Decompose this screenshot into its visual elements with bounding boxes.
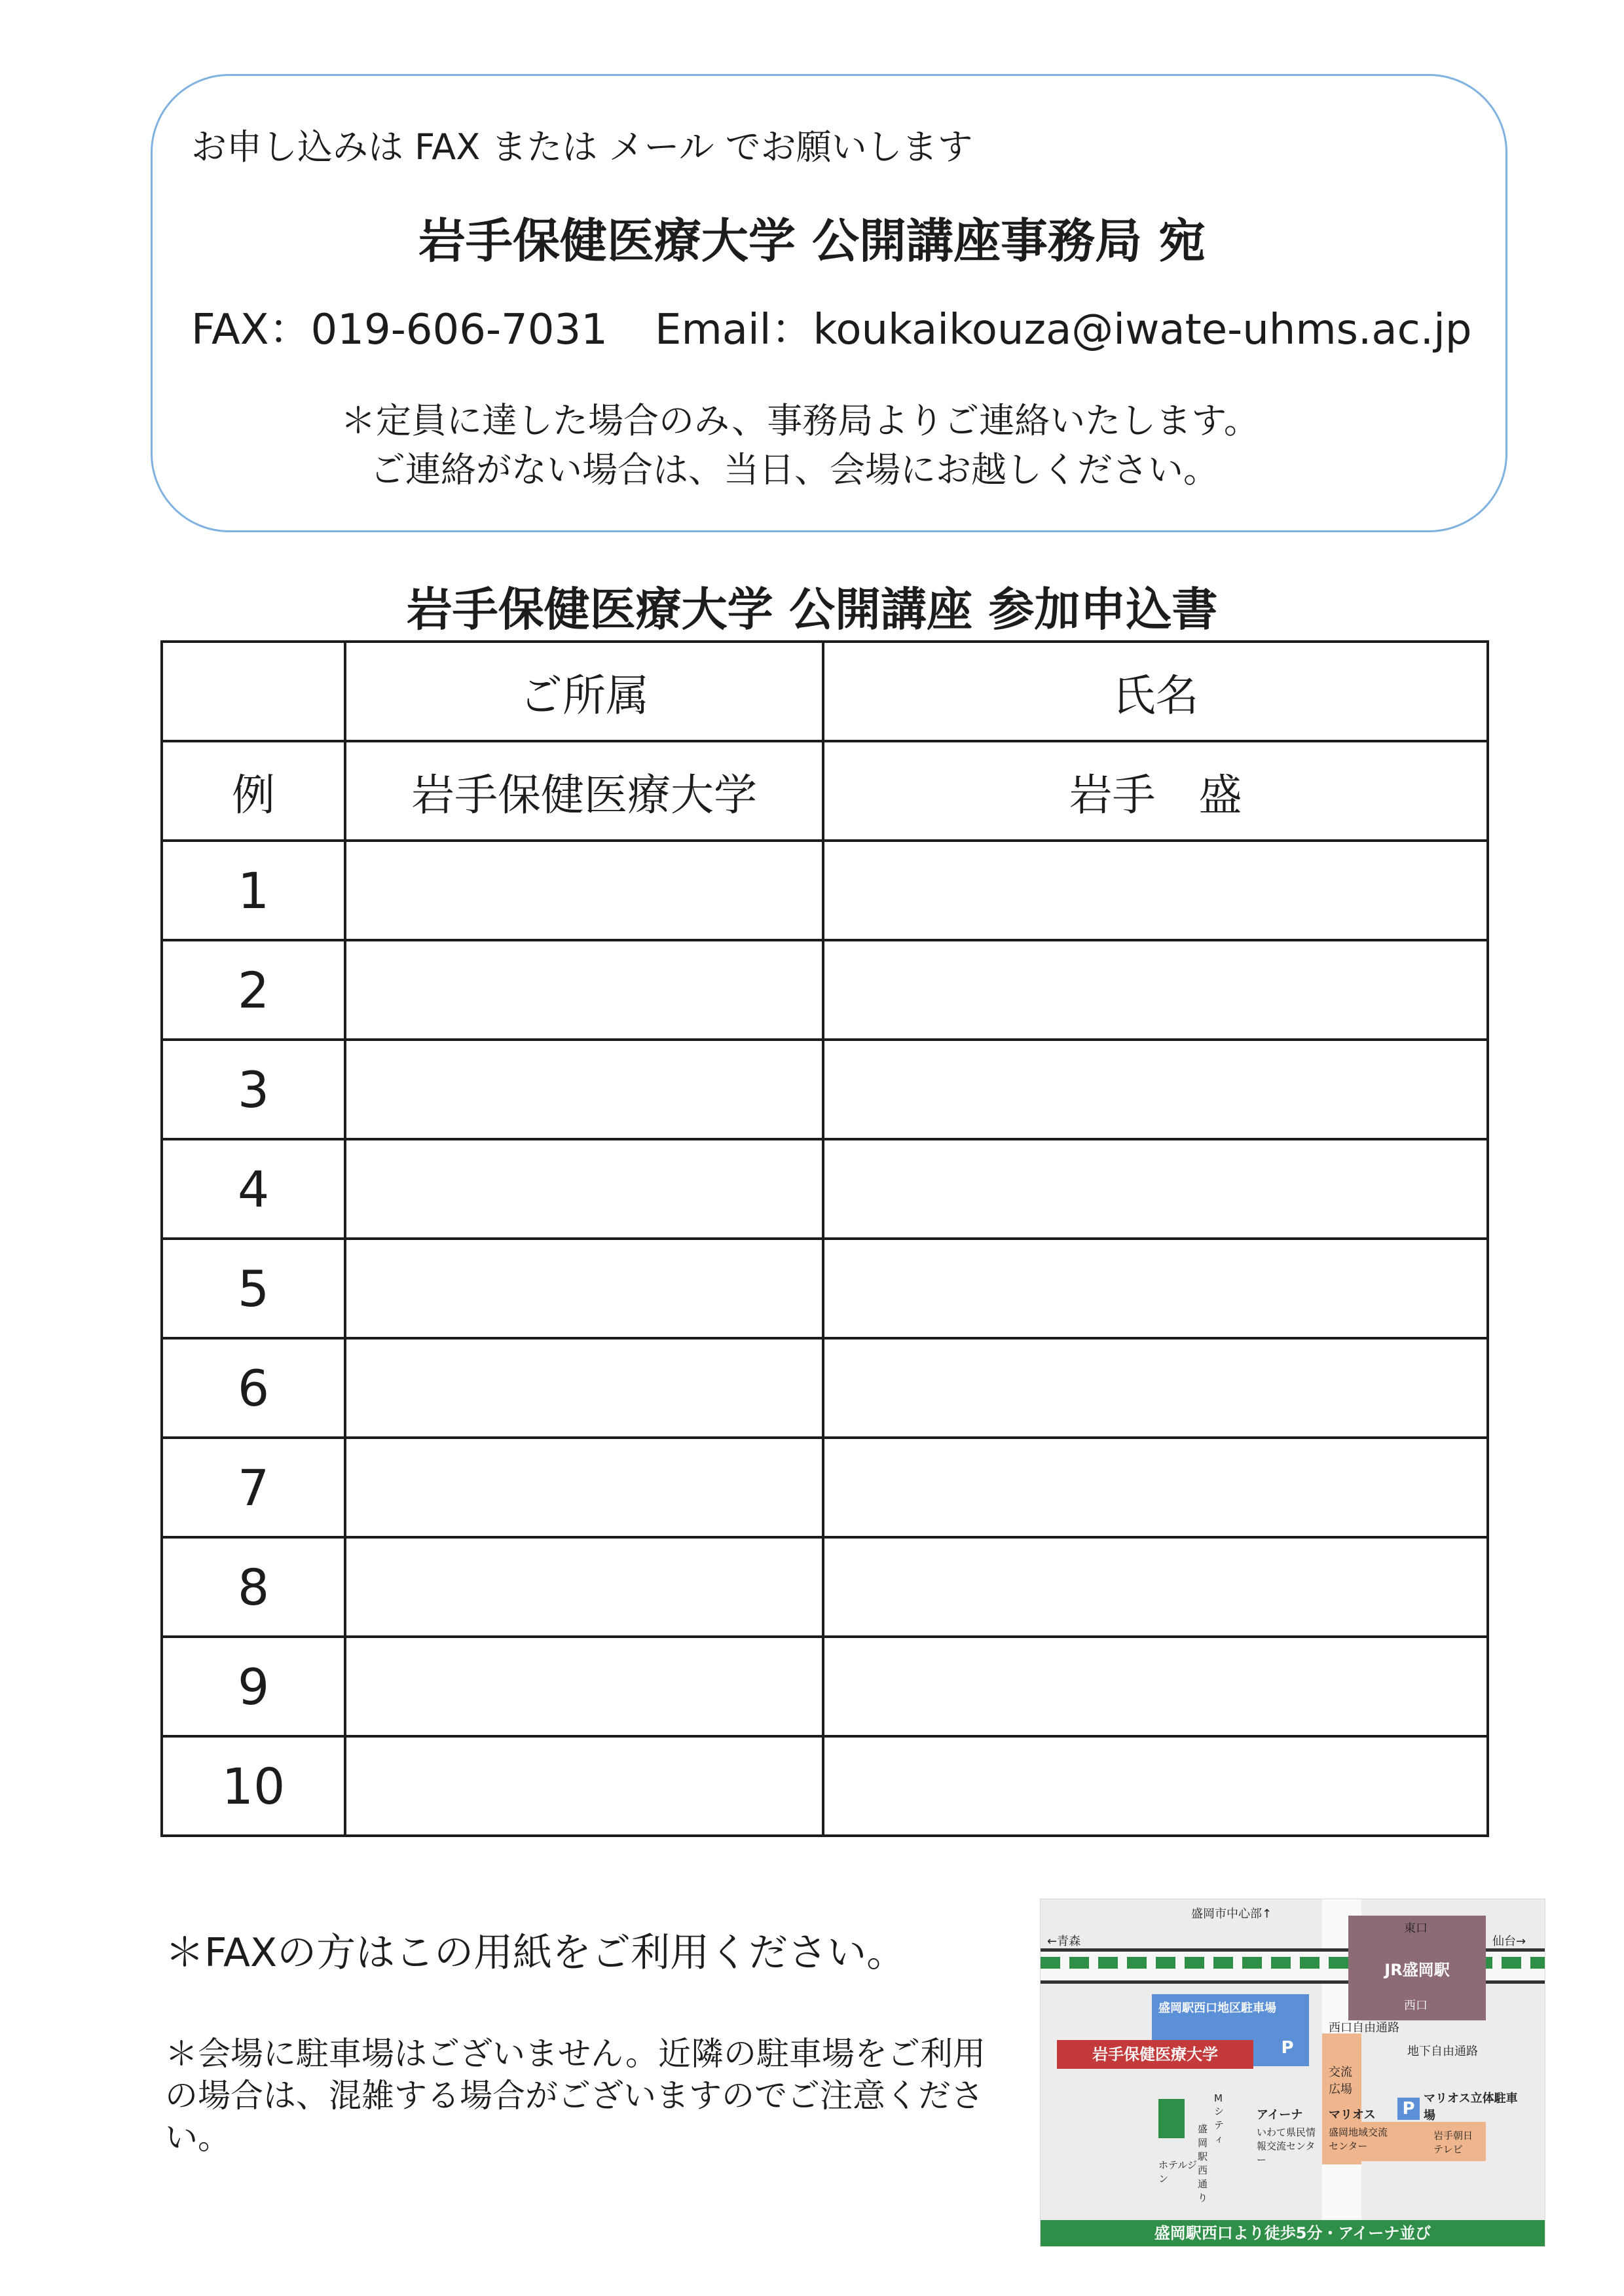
map-east-exit-label: 東口: [1404, 1922, 1428, 1935]
example-affiliation: 岩手保健医療大学: [345, 741, 823, 841]
map-university-marker: [1158, 2099, 1185, 2138]
header-name: 氏名: [823, 642, 1488, 741]
table-row: [162, 1040, 1488, 1139]
name-entry-field[interactable]: [823, 1139, 1488, 1239]
row-number: 6: [162, 1338, 345, 1438]
map-marios-parking-icon: P: [1397, 2098, 1420, 2120]
affiliation-entry-field[interactable]: [345, 1338, 823, 1438]
map-access-footer: 盛岡駅西口より徒歩5分・アイーナ並び: [1041, 2220, 1545, 2246]
fax-number: FAX：019-606-7031: [191, 306, 608, 354]
row-number: 2: [162, 940, 345, 1040]
map-aomori-label: ←青森: [1047, 1935, 1081, 1948]
capacity-note-line2: ご連絡がない場合は、当日、会場にお越しください。: [370, 449, 1219, 490]
row-number: 9: [162, 1637, 345, 1736]
name-entry-field[interactable]: [823, 940, 1488, 1040]
table-row: [162, 1338, 1488, 1438]
name-entry-field[interactable]: [823, 841, 1488, 940]
map-m-city-label: Mシティ: [1214, 2092, 1225, 2145]
map-hotel-label: ホテルジン: [1158, 2159, 1197, 2185]
table-row: [162, 841, 1488, 940]
name-entry-field[interactable]: [823, 1239, 1488, 1338]
name-entry-field[interactable]: [823, 1338, 1488, 1438]
name-entry-field[interactable]: [823, 1537, 1488, 1637]
affiliation-entry-field[interactable]: [345, 1438, 823, 1537]
map-marios-label: マリオス: [1329, 2108, 1376, 2122]
name-entry-field[interactable]: [823, 1637, 1488, 1736]
affiliation-entry-field[interactable]: [345, 1537, 823, 1637]
row-number: 10: [162, 1736, 345, 1836]
example-label: 例: [162, 741, 345, 841]
map-aiina-sub-label: いわて県民情報交流センター: [1257, 2126, 1316, 2166]
row-number: 8: [162, 1537, 345, 1637]
row-number: 3: [162, 1040, 345, 1139]
map-iwate-tv-label: 岩手朝日テレビ: [1433, 2130, 1473, 2155]
application-table: [160, 640, 1489, 1837]
map-west-exit-label: 西口: [1404, 1999, 1428, 2013]
map-sendai-label: 仙台→: [1492, 1935, 1526, 1948]
name-entry-field[interactable]: [823, 1040, 1488, 1139]
form-title: 岩手保健医療大学 公開講座 参加申込書: [406, 583, 1218, 636]
map-plaza-label: 交流広場: [1329, 2066, 1352, 2096]
header-affiliation: ご所属: [345, 642, 823, 741]
row-number: 4: [162, 1139, 345, 1239]
application-method-text: お申し込みは FAX または メール でお願いします: [191, 126, 973, 168]
access-map: [1040, 1899, 1545, 2247]
table-row: [162, 1637, 1488, 1736]
map-west-street-label: 盛岡駅西通り: [1198, 2123, 1208, 2204]
table-row: [162, 1139, 1488, 1239]
map-university-banner: 岩手保健医療大学: [1057, 2040, 1253, 2069]
name-entry-field[interactable]: [823, 1736, 1488, 1836]
table-header-row: [162, 642, 1488, 741]
table-row: [162, 1438, 1488, 1537]
table-row: [162, 1239, 1488, 1338]
map-city-center-label: 盛岡市中心部↑: [1191, 1907, 1272, 1921]
recipient-heading: 岩手保健医療大学 公開講座事務局 宛: [418, 213, 1206, 268]
table-row: [162, 1736, 1488, 1836]
row-number: 7: [162, 1438, 345, 1537]
affiliation-entry-field[interactable]: [345, 1736, 823, 1836]
map-marios-sub-label: 盛岡地域交流センター: [1329, 2126, 1388, 2152]
map-parking-icon: P: [1276, 2037, 1299, 2059]
affiliation-entry-field[interactable]: [345, 1239, 823, 1338]
map-underground-passage-label: 地下自由通路: [1407, 2045, 1478, 2058]
row-number: 1: [162, 841, 345, 940]
table-row: [162, 1537, 1488, 1637]
affiliation-entry-field[interactable]: [345, 1637, 823, 1736]
header-blank-cell: [162, 642, 345, 741]
example-row: [162, 741, 1488, 841]
affiliation-entry-field[interactable]: [345, 1040, 823, 1139]
fax-usage-note: ＊FAXの方はこの用紙をご利用ください。: [165, 1930, 906, 1976]
name-entry-field[interactable]: [823, 1438, 1488, 1537]
map-station-label: JR盛岡駅: [1384, 1961, 1450, 1979]
map-west-passage-label: 西口自由通路: [1329, 2021, 1399, 2035]
affiliation-entry-field[interactable]: [345, 940, 823, 1040]
row-number: 5: [162, 1239, 345, 1338]
email-address: Email：koukaikouza@iwate-uhms.ac.jp: [655, 306, 1472, 354]
map-marios-parking-label: マリオス立体駐車場: [1424, 2092, 1518, 2123]
map-aiina-label: アイーナ: [1257, 2108, 1303, 2122]
affiliation-entry-field[interactable]: [345, 1139, 823, 1239]
parking-note: ＊会場に駐車場はございません。近隣の駐車場をご利用の場合は、混雑する場合がございますのでご注意ください。: [165, 2035, 986, 2157]
example-name: 岩手 盛: [823, 741, 1488, 841]
capacity-note-line1: ＊定員に達した場合のみ、事務局よりご連絡いたします。: [341, 400, 1259, 441]
map-west-parking-label: 盛岡駅西口地区駐車場: [1158, 2001, 1276, 2015]
affiliation-entry-field[interactable]: [345, 841, 823, 940]
table-row: [162, 940, 1488, 1040]
